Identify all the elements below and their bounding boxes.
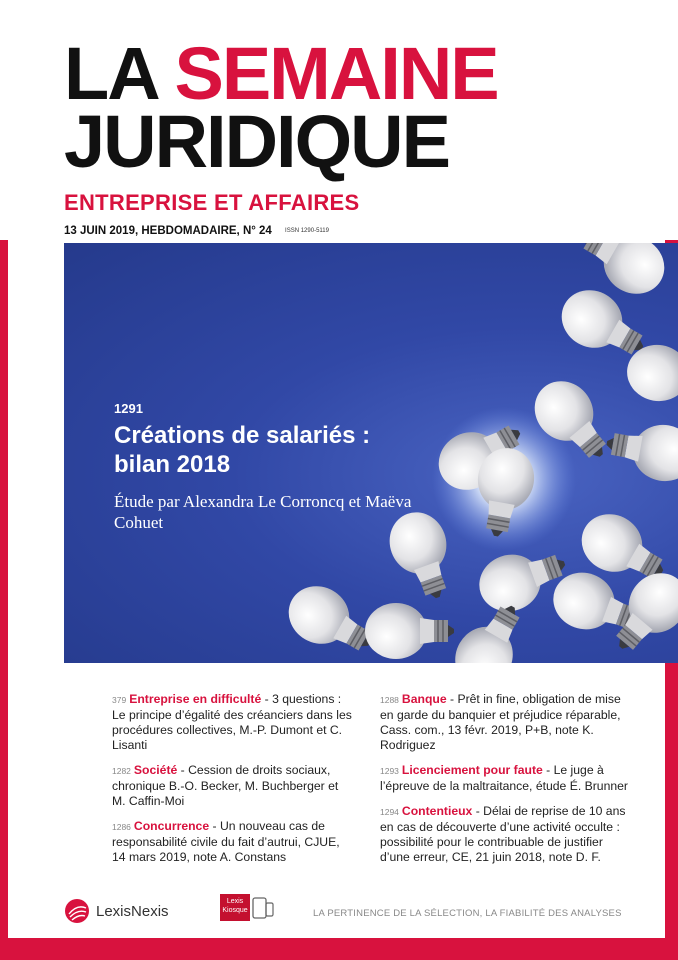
toc-item: [380, 692, 630, 753]
toc-page-number: 379: [112, 695, 127, 705]
publisher-name: LexisNexis: [96, 902, 169, 920]
accent-bar-left: [0, 240, 8, 940]
toc-text: - 3 questions : Le principe d’égalité des créanciers dans les procédures collectives, M.-P. Dumont et C. Lisanti: [112, 692, 352, 752]
masthead: [64, 32, 498, 183]
toc-column-right: [380, 692, 630, 875]
toc-page-number: 1288: [380, 695, 399, 705]
lexisnexis-emblem-icon: [64, 898, 90, 924]
footer: [0, 890, 678, 930]
devices-icon: [252, 895, 274, 921]
toc-text: - Prêt in fine, obligation de mise en garde du banquier et préjudice réparable, Cass. com., 13 févr. 2019, P+B, note K. Rodriguez: [380, 692, 621, 752]
lightbulb-icon: [278, 575, 383, 663]
toc-item: [112, 692, 352, 753]
toc-item: [380, 804, 630, 865]
accent-bar-bottom: [0, 938, 678, 960]
toc-heading: Société: [133, 763, 178, 777]
toc-heading: Licenciement pour faute: [401, 763, 543, 777]
issue-date: 13 JUIN 2019, HEBDOMADAIRE, N° 24: [64, 225, 272, 237]
toc-heading: Contentieux: [401, 804, 473, 818]
toc-page-number: 1282: [112, 766, 131, 776]
toc-text: - Le juge à l’épreuve de la maltraitance, étude É. Brunner: [380, 763, 628, 793]
toc-item: [112, 763, 352, 809]
kiosque-logo: [220, 894, 250, 921]
cover-story-author: Étude par Alexandra Le Corroncq et Maëva Cohuet: [114, 492, 412, 532]
lightbulb-icon: [602, 415, 678, 486]
kiosque-line2: Kiosque: [222, 907, 248, 914]
title-la: LA: [64, 32, 156, 115]
toc-heading: Entreprise en difficulté: [129, 692, 262, 706]
lightbulb-icon: [365, 603, 454, 659]
cover-story-number: 1291: [114, 401, 143, 416]
issue-line: [64, 225, 329, 237]
title-juridique: JURIDIQUE: [64, 100, 449, 183]
title-semaine: SEMAINE: [174, 32, 498, 115]
toc-page-number: 1294: [380, 807, 399, 817]
toc-column-left: [112, 692, 352, 875]
toc-item: [112, 819, 352, 865]
title-line-1: [64, 32, 498, 115]
issn: ISSN 1290-5119: [285, 227, 329, 234]
lexisnexis-logo: [64, 898, 169, 924]
toc-page-number: 1293: [380, 766, 399, 776]
kiosque-line1: Lexis: [226, 898, 244, 905]
toc-item: [380, 763, 630, 794]
cover-illustration: [64, 243, 678, 663]
toc-heading: Banque: [401, 692, 447, 706]
toc-text: - Un nouveau cas de responsabilité civile du fait d’autrui, CJUE, 14 mars 2019, note A. Constans: [112, 819, 340, 864]
toc-heading: Concurrence: [133, 819, 210, 833]
tagline: LA PERTINENCE DE LA SÉLECTION, LA FIABILITÉ DES ANALYSES: [313, 908, 622, 919]
toc-text: - Cession de droits sociaux, chronique B.-O. Becker, M. Buchberger et M. Caffin-Moi: [112, 763, 339, 808]
cover-story-title: Créations de salariés : bilan 2018: [114, 422, 371, 478]
toc-page-number: 1286: [112, 822, 131, 832]
toc-text: - Délai de reprise de 10 ans en cas de découverte d’une activité occulte : possibilité pour le contribuable de justifier d’une erreur, CE, 21 juin 2018, note D. F.: [380, 804, 626, 864]
edition-title: ENTREPRISE ET AFFAIRES: [64, 190, 360, 215]
